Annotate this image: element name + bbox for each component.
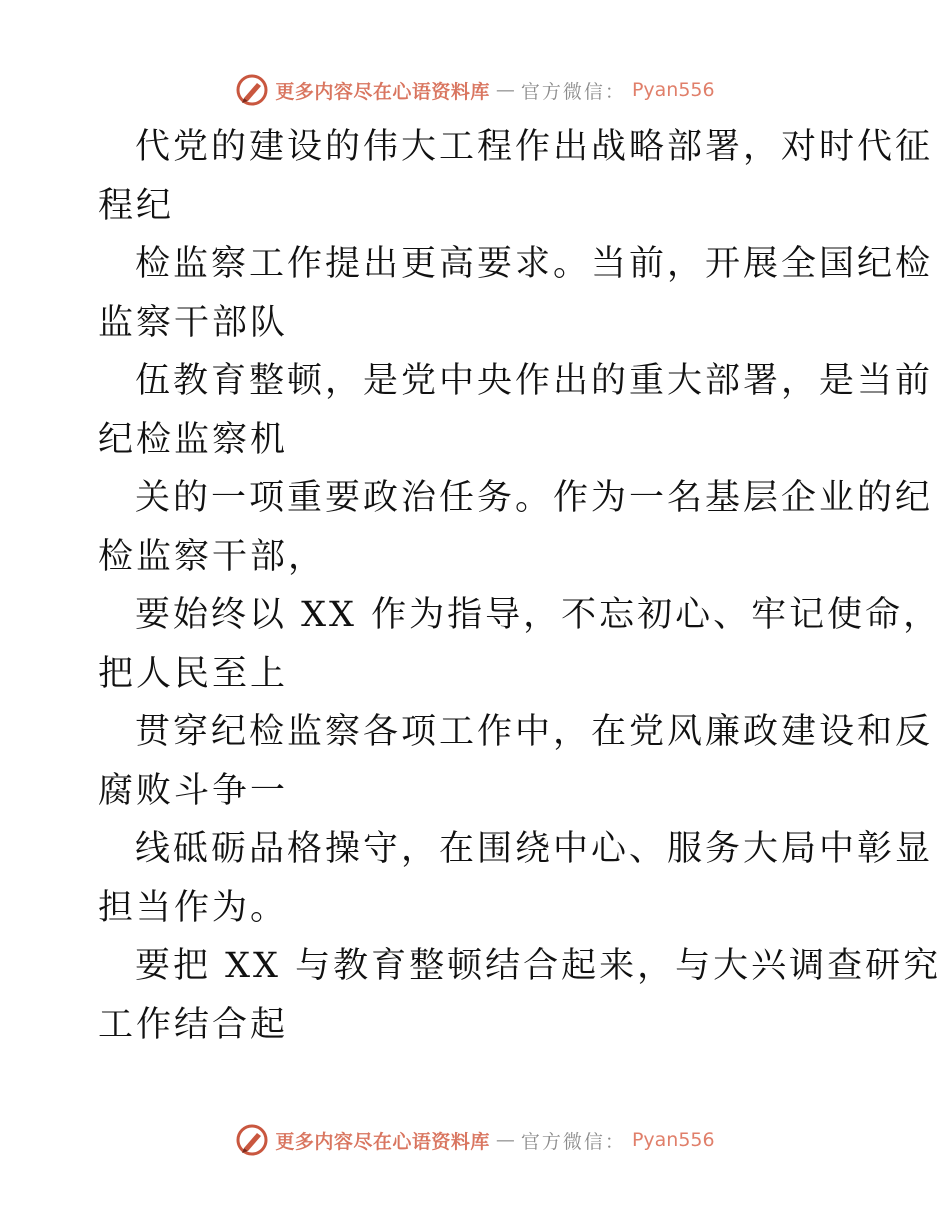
- paragraph-line: 要把 XX 与教育整顿结合起来，与大兴调查研究: [135, 946, 942, 986]
- watermark-label: 官方微信：: [520, 80, 626, 103]
- watermark-separator: —: [495, 79, 515, 101]
- paragraph-line: 监察干部队: [98, 302, 289, 343]
- paragraph-line: 贯穿纪检监察各项工作中，在党风廉政建设和反: [135, 712, 934, 752]
- paragraph-line: 工作结合起: [98, 1004, 289, 1045]
- pen-logo-icon: [235, 1123, 269, 1157]
- watermark-wechat-id: Pyan556: [631, 79, 715, 101]
- paragraph-line: 把人民至上: [98, 653, 289, 694]
- paragraph-line: 关的一项重要政治任务。作为一名基层企业的纪: [135, 478, 934, 518]
- paragraph-line: 线砥砺品格操守，在围绕中心、服务大局中彰显: [135, 829, 934, 869]
- paragraph-line: 代党的建设的伟大工程作出战略部署，对时代征: [135, 127, 934, 167]
- document-body: [98, 118, 942, 1054]
- watermark-wechat-id: Pyan556: [631, 1129, 715, 1151]
- paragraph-line: 腐败斗争一: [98, 770, 289, 811]
- paragraph-line: 担当作为。: [98, 887, 289, 928]
- paragraph-line: 检监察工作提出更高要求。当前，开展全国纪检: [135, 244, 934, 284]
- watermark-main-text: 更多内容尽在心语资料库: [275, 80, 490, 103]
- watermark-separator: —: [495, 1129, 515, 1151]
- footer-watermark: [0, 1120, 950, 1160]
- pen-logo-icon: [235, 73, 269, 107]
- paragraph-line: 要始终以 XX 作为指导，不忘初心、牢记使命，: [135, 595, 942, 635]
- watermark-label: 官方微信：: [520, 1130, 626, 1153]
- paragraph-line: 伍教育整顿，是党中央作出的重大部署，是当前: [135, 361, 934, 401]
- watermark-main-text: 更多内容尽在心语资料库: [275, 1130, 490, 1153]
- header-watermark: [0, 70, 950, 110]
- paragraph-line: 程纪: [98, 185, 175, 226]
- paragraph-line: 纪检监察机: [98, 419, 289, 460]
- paragraph-line: 检监察干部，: [98, 536, 327, 577]
